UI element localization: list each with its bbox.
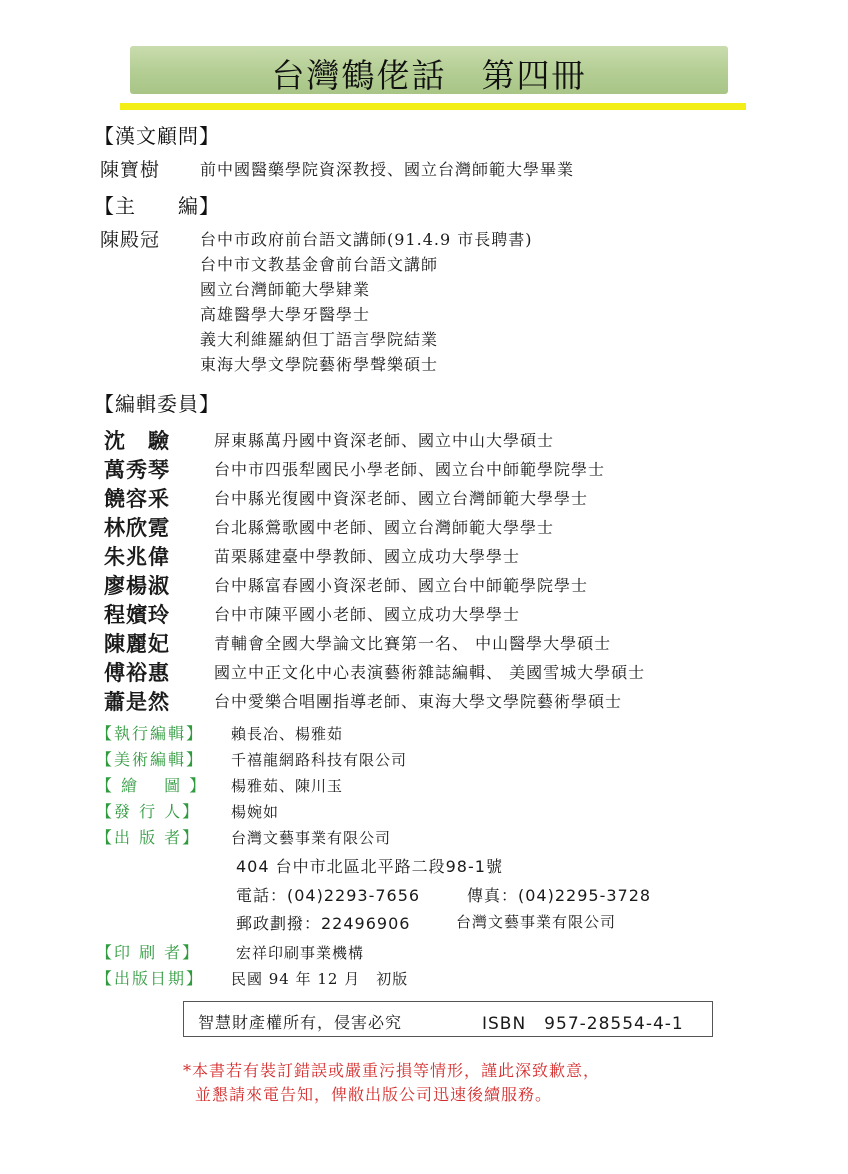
illustration-value: 楊雅茹、陳川玉 [231, 777, 344, 795]
committee-member-desc: 國立中正文化中心表演藝術雜誌編輯、 美國雪城大學碩士 [214, 663, 646, 682]
committee-member-name: 程嬪玲 [104, 602, 170, 627]
chief-editor-line: 台中市文教基金會前台語文講師 [200, 255, 439, 274]
committee-member-name: 廖楊淑 [104, 573, 170, 598]
committee-member-desc: 台中市四張犁國民小學老師、國立台中師範學院學士 [214, 460, 606, 479]
chief-editor-line: 東海大學文學院藝術學聲樂碩士 [200, 355, 439, 374]
pub-date-value: 民國 94 年 12 月 初版 [231, 970, 409, 988]
committee-member-desc: 台中市陳平國小老師、國立成功大學學士 [214, 605, 521, 624]
publisher-postal-name: 台灣文藝事業有限公司 [456, 913, 617, 931]
chief-editor-line: 國立台灣師範大學肄業 [200, 280, 371, 299]
committee-member-name: 萬秀琴 [104, 457, 170, 482]
illustration-label: 【 繪 圖 】 [96, 776, 208, 795]
publisher-fax: 傳真：(04)2295-3728 [467, 886, 652, 905]
chief-editor-label: 【主 編】 [94, 194, 220, 218]
committee-member-desc: 屏東縣萬丹國中資深老師、國立中山大學碩士 [214, 431, 555, 450]
printer-label: 【印 刷 者】 [96, 943, 201, 962]
exec-editor-label: 【執行編輯】 [96, 724, 205, 743]
committee-member-desc: 台中縣富春國小資深老師、國立台中師範學院學士 [214, 576, 589, 595]
committee-label: 【編輯委員】 [94, 392, 220, 416]
committee-member-name: 朱兆偉 [104, 544, 170, 569]
publisher-person-label: 【發 行 人】 [96, 802, 201, 821]
advisor-label: 【漢文顧問】 [94, 124, 220, 148]
advisor-name: 陳寶樹 [100, 159, 161, 181]
committee-member-desc: 台中縣光復國中資深老師、國立台灣師範大學學士 [214, 489, 589, 508]
page-title: 台灣鶴佬話 第四冊 [271, 56, 587, 95]
committee-member-name: 林欣霓 [104, 515, 170, 540]
committee-member-name: 蕭是然 [104, 689, 170, 714]
publisher-tel: 電話：(04)2293-7656 [236, 886, 421, 905]
art-editor-label: 【美術編輯】 [96, 750, 205, 769]
committee-member-name: 饒容釆 [104, 486, 170, 511]
committee-member-name: 沈 驗 [104, 428, 170, 453]
title-underline [120, 103, 746, 110]
publisher-postal: 郵政劃撥：22496906 [236, 914, 411, 933]
committee-member-desc: 台北縣鶯歌國中老師、國立台灣師範大學學士 [214, 518, 555, 537]
notice-line-2: 並懇請來電告知，俾敝出版公司迅速後續服務。 [195, 1085, 553, 1104]
publisher-person-value: 楊婉如 [231, 803, 280, 821]
chief-editor-line: 台中市政府前台語文講師(91.4.9 市長聘書) [200, 230, 533, 249]
printer-value: 宏祥印刷事業機構 [236, 944, 365, 962]
committee-member-desc: 苗栗縣建臺中學教師、國立成功大學學士 [214, 547, 521, 566]
committee-member-name: 陳麗妃 [104, 631, 170, 656]
publisher-label: 【出 版 者】 [96, 828, 201, 847]
publisher-value: 台灣文藝事業有限公司 [231, 829, 392, 847]
pub-date-label: 【出版日期】 [96, 969, 205, 988]
art-editor-value: 千禧龍網路科技有限公司 [231, 751, 408, 769]
committee-member-name: 傅裕惠 [104, 660, 170, 685]
publisher-address: 404 台中市北區北平路二段98-1號 [236, 857, 503, 876]
notice-line-1: *本書若有裝訂錯誤或嚴重污損等情形，謹此深致歉意， [183, 1061, 601, 1080]
copyright-text: 智慧財產權所有，侵害必究 [198, 1013, 403, 1032]
committee-member-desc: 台中愛樂合唱團指導老師、東海大學文學院藝術學碩士 [214, 692, 623, 711]
chief-editor-name: 陳殿冠 [100, 229, 161, 251]
chief-editor-line: 義大利維羅納但丁語言學院結業 [200, 330, 439, 349]
committee-member-desc: 青輔會全國大學論文比賽第一名、 中山醫學大學碩士 [214, 634, 612, 653]
advisor-desc: 前中國醫藥學院資深教授、國立台灣師範大學畢業 [200, 160, 575, 179]
isbn: ISBN 957-28554-4-1 [482, 1014, 684, 1034]
chief-editor-line: 高雄醫學大學牙醫學士 [200, 305, 371, 324]
exec-editor-value: 賴長冶、楊雅茹 [231, 725, 344, 743]
